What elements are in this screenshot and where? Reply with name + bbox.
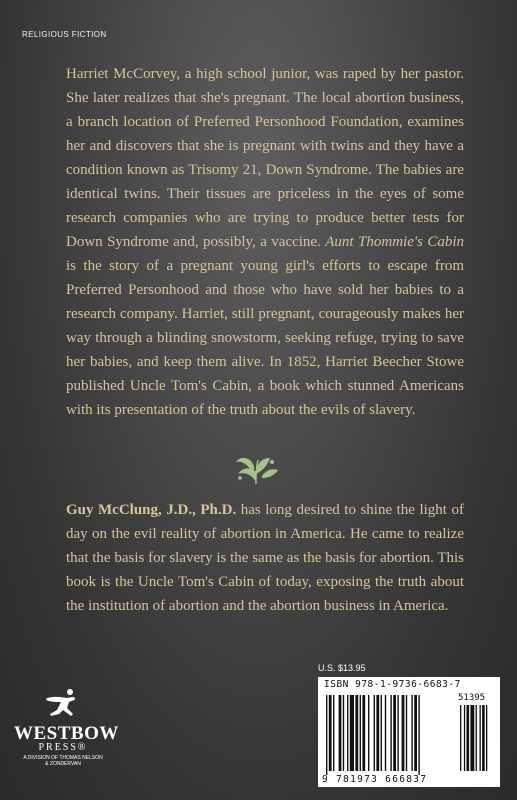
barcode-box [318, 677, 500, 787]
leaf-ornament-icon [232, 452, 280, 486]
book-title: Aunt Thommie's Cabin [325, 234, 464, 250]
publisher-division-line2: & ZONDERVAN [45, 761, 81, 767]
author-bio [66, 498, 464, 618]
genre-label: RELIGIOUS FICTION [22, 30, 107, 39]
publisher-division [14, 755, 112, 767]
price-label: U.S. $13.95 [318, 663, 366, 673]
publisher-name: WESTBOW [14, 723, 119, 744]
publisher-logo [14, 688, 119, 767]
ean-text: 9 781973 666837 [322, 774, 428, 785]
blurb-intro: Harriet McCorvey, a high school junior, was raped by her pastor. She later realizes that she's pregnant. The local abortion business, a branch location of Preferred Personhood Foundation, examines her and discovers that she is pregnant with twins and they have a condition known as Trisomy 21, Down Syndrome. The babies are identical twins. Their tissues are priceless in the eyes of some research companies who are trying to produce better tests for Down Syndrome and, possibly, a vaccine. [66, 66, 464, 250]
publisher-press: PRESS® [38, 742, 88, 753]
author-bio-text: has long desired to shine the light of day on the evil reality of abortion in America. He came to realize that the basis for slavery is the same as the basis for abortion. This book is the Uncle Tom's Cabin of today, exposing the truth about the institution of abortion and the abortion business in America. [66, 502, 464, 614]
barcode-addon-text: 51395 [458, 693, 486, 703]
runner-logo-icon [43, 688, 83, 718]
book-blurb [66, 62, 464, 422]
publisher-division-line1: A DIVISION OF THOMAS NELSON [23, 755, 103, 761]
author-bio-paragraph [66, 498, 464, 618]
isbn-text: ISBN 978-1-9736-6683-7 [324, 679, 461, 690]
blurb-rest: is the story of a pregnant young girl's efforts to escape from Preferred Personhood and those who have sold her babies to a research company. Harriet, still pregnant, courageously makes her way through a blinding snowstorm, seeking refuge, trying to save her babies, and keep them alive. In 1852, Harriet Beecher Stowe published Uncle Tom's Cabin, a book which stunned Americans with its presentation of the truth about the evils of slavery. [66, 258, 464, 418]
barcode-icon [324, 691, 496, 775]
author-name: Guy McClung, J.D., Ph.D. [66, 502, 237, 518]
blurb-paragraph [66, 62, 464, 422]
